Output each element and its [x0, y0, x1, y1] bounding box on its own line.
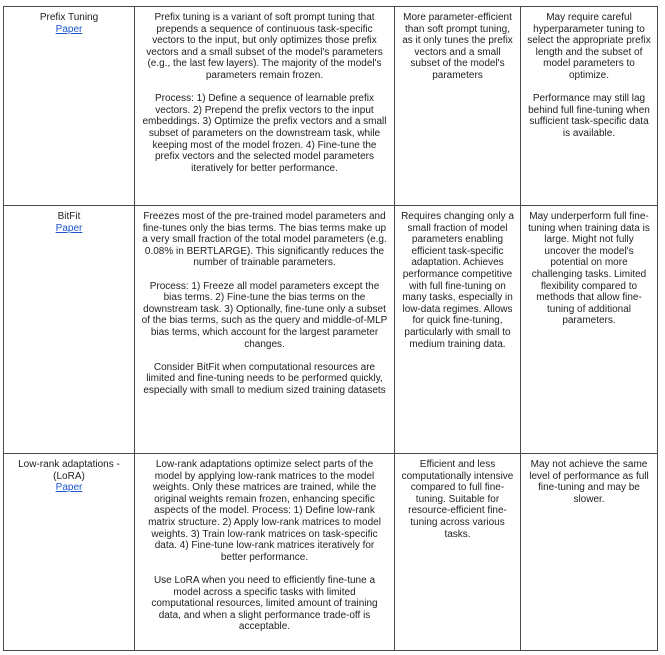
description-paragraph: Prefix tuning is a variant of soft prompt tuning that prepends a sequence of continuous task-specific vectors to the input, but only optimizes those prefix vectors and a small subset of the model's parameters (e.g., the last few layers). The majority of the model's parameters remain frozen.: [146, 12, 383, 81]
paper-link[interactable]: Paper: [55, 222, 83, 234]
advantages-paragraph: Requires changing only a small fraction of model parameters enabling efficient task-specific adaptation. Achieves performance competitive with full fine-tuning on many tasks, especially in low-data regimes. Allows for quick fine-tuning, particularly with small to medium training data.: [401, 211, 514, 350]
description-cell: [135, 206, 395, 454]
description-paragraph: Use LoRA when you need to efficiently fine-tune a model across a specific tasks with limited computational resources, limited amount of training data, and when a slight performance trade-off is acceptable.: [151, 574, 378, 633]
method-name: Prefix Tuning: [39, 12, 99, 23]
advantages-cell: [395, 206, 521, 454]
paper-link[interactable]: Paper: [55, 23, 83, 35]
method-cell: [4, 454, 135, 651]
limitations-cell: [521, 454, 658, 651]
description-cell: [135, 7, 395, 206]
limitations-paragraph: Performance may still lag behind full fine-tuning when sufficient task-specific data is available.: [528, 93, 650, 139]
limitations-paragraph: May require careful hyperparameter tuning to select the appropriate prefix length and the subset of model parameters to optimize.: [527, 12, 651, 81]
description-paragraph: Freezes most of the pre-trained model parameters and fine-tunes only the bias terms. The bias terms make up a very small fraction of the total model parameters (e.g. 0.08% in BERTLARGE). This significantly reduces the number of trainable parameters.: [142, 211, 387, 269]
table-row: [4, 454, 658, 651]
method-cell: [4, 7, 135, 206]
description-paragraph: Consider BitFit when computational resources are limited and fine-tuning needs to be performed quickly, especially with small to medium sized training datasets: [143, 361, 386, 396]
method-cell: [4, 206, 135, 454]
description-paragraph: Process: 1) Freeze all model parameters except the bias terms. 2) Fine-tune the bias terms on the downstream task. 3) Optionally, fine-tune only a subset of the bias terms, such as the query and middle-of-MLP bias terms, which account for the largest parameter changes.: [141, 280, 388, 350]
table-row: [4, 206, 658, 454]
limitations-paragraph: May underperform full fine-tuning when training data is large. Might not fully uncover the model's potential on more challenging tasks. Limited flexibility compared to methods that allow fine-tuning of additional parameters.: [528, 211, 650, 327]
description-paragraph: Process: 1) Define a sequence of learnable prefix vectors. 2) Prepend the prefix vectors to the input embeddings. 3) Optimize the prefix vectors and a small subset of parameters on the downstream task, while keeping most of the model frozen. 4) Fine-tune the prefix vectors and the selected model parameters iteratively for better performance.: [142, 93, 387, 174]
method-name: Low-rank adaptations - (LoRA): [18, 459, 120, 482]
advantages-cell: [395, 454, 521, 651]
table-row: [4, 7, 658, 206]
method-name: BitFit: [57, 211, 81, 222]
description-cell: [135, 454, 395, 651]
advantages-cell: [395, 7, 521, 206]
limitations-paragraph: May not achieve the same level of performance as full fine-tuning and may be slower.: [529, 459, 649, 505]
paper-link[interactable]: Paper: [55, 482, 83, 494]
limitations-cell: [521, 206, 658, 454]
advantages-paragraph: Efficient and less computationally intensive compared to full fine-tuning. Suitable for resource-efficient fine-tuning across various tasks.: [401, 459, 514, 540]
description-paragraph: Low-rank adaptations optimize select parts of the model by applying low-rank matrices to the model weights. Only these matrices are trained, while the original weights remain frozen, enhancing specific aspects of the model. Process: 1) Define low-rank matrix structure. 2) Apply low-rank matrices to model weights. 3) Train low-rank matrices on task-specific data. 4) Fine-tune low-rank matrices iteratively for better performance.: [148, 459, 381, 563]
limitations-cell: [521, 7, 658, 206]
advantages-paragraph: More parameter-efficient than soft prompt tuning, as it only tunes the prefix vectors and a small subset of the model's parameters: [402, 12, 513, 81]
comparison-table: [3, 6, 658, 651]
